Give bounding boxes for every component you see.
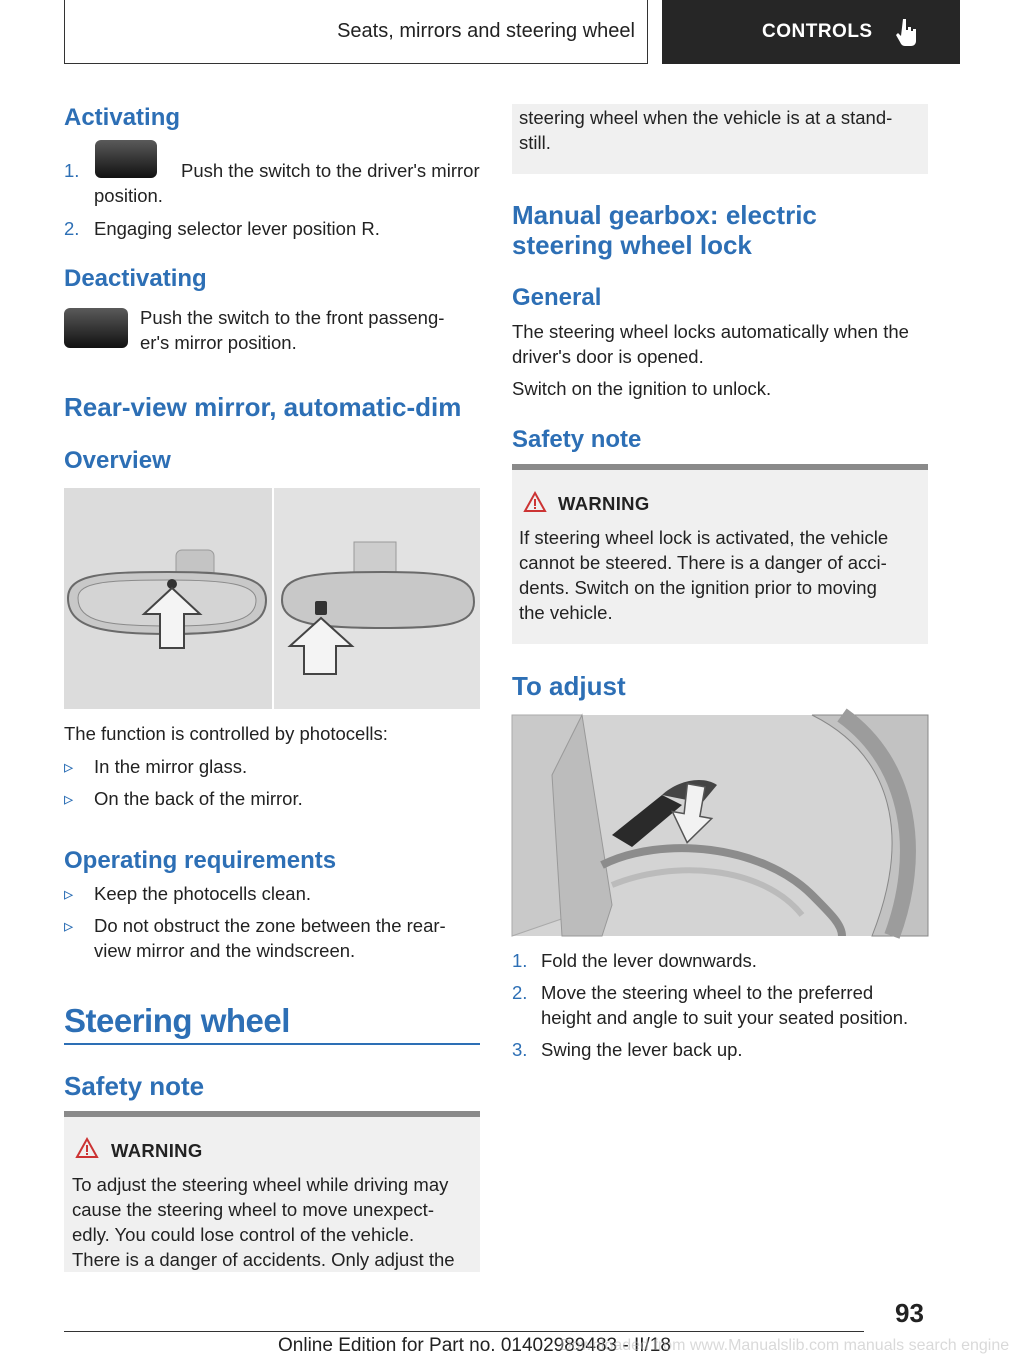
mirror-photocell-diagram <box>64 488 480 709</box>
left-warning-line-4: There is a danger of accidents. Only adjust the <box>72 1249 455 1270</box>
steering-lever-illustration <box>512 715 928 936</box>
general-line-2: driver's door is opened. <box>512 346 704 367</box>
pointing-hand-icon <box>895 17 919 47</box>
warning-triangle-icon <box>76 1138 98 1158</box>
adjust-step-1-text: Fold the lever downwards. <box>541 950 757 971</box>
mirror-heading: Rear-view mirror, automatic-dim <box>64 392 462 422</box>
right-warning-line-3: dents. Switch on the ignition prior to moving <box>519 577 877 598</box>
activating-heading: Activating <box>64 104 181 131</box>
bullet-triangle-icon: ▹ <box>64 788 74 809</box>
general-heading: General <box>512 284 602 311</box>
right-warning-line-1: If steering wheel lock is activated, the vehicle <box>519 527 889 548</box>
header-section-title <box>64 0 648 64</box>
deactivating-heading: Deactivating <box>64 265 207 292</box>
manual-gearbox-heading-1: Manual gearbox: electric <box>512 200 817 230</box>
manual-gearbox-heading-2: steering wheel lock <box>512 230 752 260</box>
operating-item-2: Do not obstruct the zone between the rear‐ <box>94 915 446 936</box>
operating-item-2-cont: view mirror and the windscreen. <box>94 940 356 961</box>
footer-rule <box>64 1331 864 1332</box>
deactivating-text-1: Push the switch to the front passeng‐ <box>140 307 445 328</box>
bullet-triangle-icon: ▹ <box>64 756 74 777</box>
steering-wheel-heading: Steering wheel <box>64 1002 290 1039</box>
photocells-item-1: In the mirror glass. <box>94 756 248 777</box>
adjust-step-3-text: Swing the lever back up. <box>541 1039 743 1060</box>
warning-triangle-icon <box>524 492 546 512</box>
right-warning-cont-line-1: steering wheel when the vehicle is at a stand‐ <box>519 107 893 128</box>
right-warning-label: WARNING <box>558 493 650 514</box>
right-warning-cont-line-2: still. <box>519 132 551 153</box>
activating-step-1-num: 1. <box>64 160 80 181</box>
mirror-illustration <box>64 488 480 709</box>
adjust-step-2-text: Move the steering wheel to the preferred <box>541 982 874 1003</box>
mirror-switch-icon <box>95 140 157 178</box>
unlock-text: Switch on the ignition to unlock. <box>512 378 772 399</box>
header-chapter-tab <box>662 0 960 64</box>
adjust-step-1-num: 1. <box>512 950 528 971</box>
steering-lever-diagram <box>512 715 928 936</box>
operating-item-1: Keep the photocells clean. <box>94 883 312 904</box>
bullet-triangle-icon: ▹ <box>64 915 74 936</box>
left-warning-line-3: edly. You could lose control of the vehicle. <box>72 1224 415 1245</box>
activating-step-2-num: 2. <box>64 218 80 239</box>
left-safety-heading: Safety note <box>64 1071 205 1101</box>
page-number: 93 <box>895 1298 924 1328</box>
footer-edition: Online Edition for Part no. 01402989483 - II/18 <box>278 1335 671 1356</box>
photocells-intro: The function is controlled by photocells: <box>64 723 388 744</box>
section-rule <box>64 1043 480 1045</box>
left-warning-line-2: cause the steering wheel to move unexpect‐ <box>72 1199 434 1220</box>
general-line-1: The steering wheel locks automatically when the <box>512 321 909 342</box>
right-warning-line-2: cannot be steered. There is a danger of acci‐ <box>519 552 887 573</box>
to-adjust-heading: To adjust <box>512 671 626 701</box>
activating-step-2-text: Engaging selector lever position R. <box>94 218 380 239</box>
left-warning-label: WARNING <box>111 1140 203 1161</box>
mirror-switch-icon <box>64 308 128 348</box>
operating-heading: Operating requirements <box>64 847 337 874</box>
footer-watermark: Downloaded from www.Manualslib.com manuals search engine <box>560 1337 1009 1354</box>
photocells-item-2: On the back of the mirror. <box>94 788 303 809</box>
left-warning-line-1: To adjust the steering wheel while driving may <box>72 1174 449 1195</box>
right-safety-heading: Safety note <box>512 426 642 453</box>
right-warning-line-4: the vehicle. <box>519 602 613 623</box>
overview-heading: Overview <box>64 447 171 474</box>
bullet-triangle-icon: ▹ <box>64 883 74 904</box>
adjust-step-2-text2: height and angle to suit your seated position. <box>541 1007 909 1028</box>
adjust-step-3-num: 3. <box>512 1039 528 1060</box>
chapter-label: CONTROLS <box>762 21 873 42</box>
adjust-step-2-num: 2. <box>512 982 528 1003</box>
activating-step-1-text: Push the switch to the driver's mirror <box>181 160 480 181</box>
activating-step-1-text2: position. <box>94 185 163 206</box>
section-title-text: Seats, mirrors and steering wheel <box>337 20 635 42</box>
deactivating-text-2: er's mirror position. <box>140 332 297 353</box>
